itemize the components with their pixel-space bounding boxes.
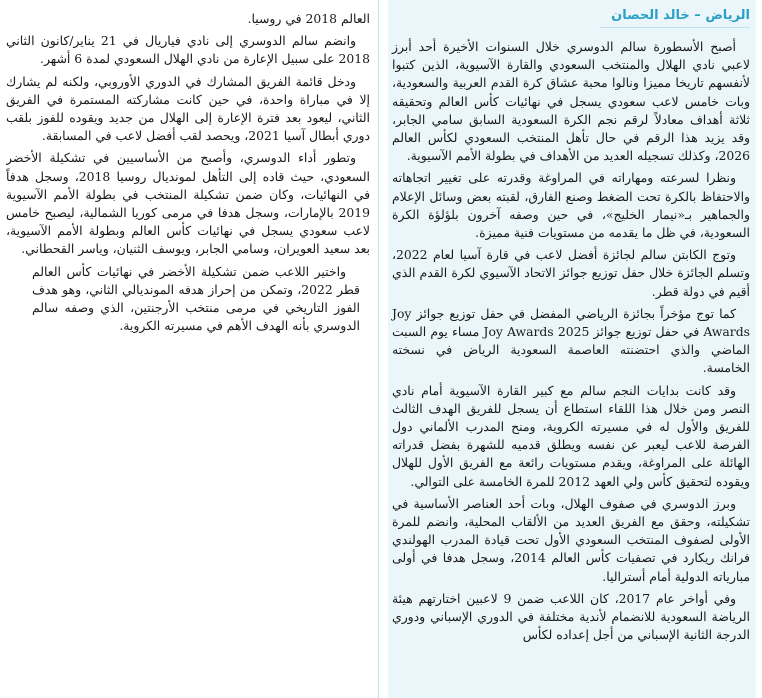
- article-paragraph: العالم 2018 في روسيا.: [247, 11, 370, 26]
- article-paragraph: وفي أواخر عام 2017، كان اللاعب ضمن 9 لاعبين اختارتهم هيئة الرياضة السعودية للانضمام لأندية مختلفة في الدوري الإسباني ودوري الدرجة الثانية الإسباني من أجل إعداده لكأس: [392, 590, 750, 643]
- article-paragraph: ونظرا لسرعته ومهاراته في المراوغة وقدرته على تغيير اتجاهاته والاحتفاظ بالكرة تحت الضغط وصنع الفارق، لقبته بعض وسائل الإعلام والجماهير بـ«نيمار الخليج»، في حين وصفه آخرون بلؤلؤة الكرة السعودية، في ظل ما يقدمه من مستويات فنية مميزة.: [392, 170, 750, 241]
- article-paragraph: وتطور أداء الدوسري، وأصبح من الأساسيين في تشكيلة الأخضر السعودي، حيث قاده إلى التأهل لمونديال روسيا 2018، وسجل هدفاً في النهائيات، وكان ضمن تشكيلة المنتخب في بطولة الأمم الآسيوية 2019 بالإمارات، وسجل هدفا في مرمى كوريا الشمالية، ليصبح خامس لاعب سعودي يسجل في نهائيات كأس العالم وبطولة الأمم الآسيوية، بعد سعيد العويران، وسامي الجابر، ويوسف الثنيان، وياسر القحطاني.: [6, 150, 370, 257]
- byline: الرياض – خالد الحصان: [600, 8, 750, 28]
- article-paragraph: كما توج مؤخراً بجائزة الرياضي المفضل في حفل توزيع جوائز Joy Awards في حفل توزيع جوائز Joy Awards 2025 مساء يوم السبت الماضي والذي احتضنته العاصمة السعودية الرياض في نسخته الخامسة.: [392, 305, 751, 376]
- article-paragraph: وانضم سالم الدوسري إلى نادي فياريال في 21 يناير/كانون الثاني 2018 على سبيل الإعارة من نادي الهلال السعودي لمدة 6 أشهر.: [6, 33, 370, 67]
- article-paragraph: وبرز الدوسري في صفوف الهلال، وبات أحد العناصر الأساسية في تشكيلته، وحقق مع الفريق العديد من الألقاب المحلية، وانضم للمرة الأولى لصفوف المنتخب السعودي الأول تحت قيادة المدرب الهولندي فرانك ريكارد في تصفيات كأس العالم 2014، وسجل هدفا في أولى مبارياته الدولية أمام أستراليا.: [392, 495, 750, 584]
- left-column: [6, 10, 370, 698]
- article-paragraph: ودخل قائمة الفريق المشارك في الدوري الأوروبي، ولكنه لم يشارك إلا في مباراة واحدة، في حين كانت مشاركته المستمرة في الفريق الثاني، ليعود بعد فترة الإعارة إلى الهلال من جديد ويقوده للفوز بلقب دوري أبطال آسيا 2021، ويحصد لقب أفضل لاعب في المسابقة.: [6, 73, 370, 144]
- article-paragraph: وتوج الكابتن سالم لجائزة أفضل لاعب في قارة آسيا لعام 2022، وتسلم الجائزة خلال حفل توزيع جوائز الاتحاد الآسيوي لكرة القدم الذي أقيم في دولة قطر.: [392, 247, 750, 299]
- column-divider: [378, 0, 379, 698]
- article-paragraph: وقد كانت بدايات النجم سالم مع كبير القارة الآسيوية أمام نادي النصر ومن خلال هذا اللقاء استطاع أن يسجل للفريق الهدف الثالث للفريق والأول له في مسيرته الكروية، ومنح المدرب الألماني دول الفرصة للاعب ليعبر عن نفسه ويطلق قدميه للشهرة بفضل قدراته الهائلة على المراوغة، ويقدم مستويات رائعة مع الفريق الأول للهلال ويقوده لتحقيق كأس ولي العهد 2012 للمرة الخامسة على التوالي.: [392, 382, 750, 489]
- article-paragraph: أصبح الأسطورة سالم الدوسري خلال السنوات الأخيرة أحد أبرز لاعبي نادي الهلال والمنتخب السعودي والقارة الآسيوية، الذين كتبوا لأنفسهم تاريخا مميزا ونالوا محبة عشاق كرة القدم العربية والسعودية، وبات خامس لاعب سعودي يسجل في نهائيات كأس العالم وتحقيقه ثلاثة أهداف معادلاً لرقم نجم الكرة السعودية السابق سامي الجابر، وقد يزيد هذا الرقم في حال تأهل المنتخب السعودي لكأس العالم 2026، وكذلك تسجيله العديد من الأهداف في بطولة الأمم الآسيوية.: [392, 39, 750, 164]
- right-column: [388, 0, 756, 698]
- pull-quote: واختير اللاعب ضمن تشكيلة الأخضر في نهائيات كأس العالم قطر 2022، وتمكن من إحراز هدفه المونديالي الثاني، وهو هدف الفوز التاريخي في مرمى منتخب الأرجنتين، الذي وصفه سالم الدوسري بأنه الهدف الأهم في مسيرته الكروية.: [32, 263, 360, 334]
